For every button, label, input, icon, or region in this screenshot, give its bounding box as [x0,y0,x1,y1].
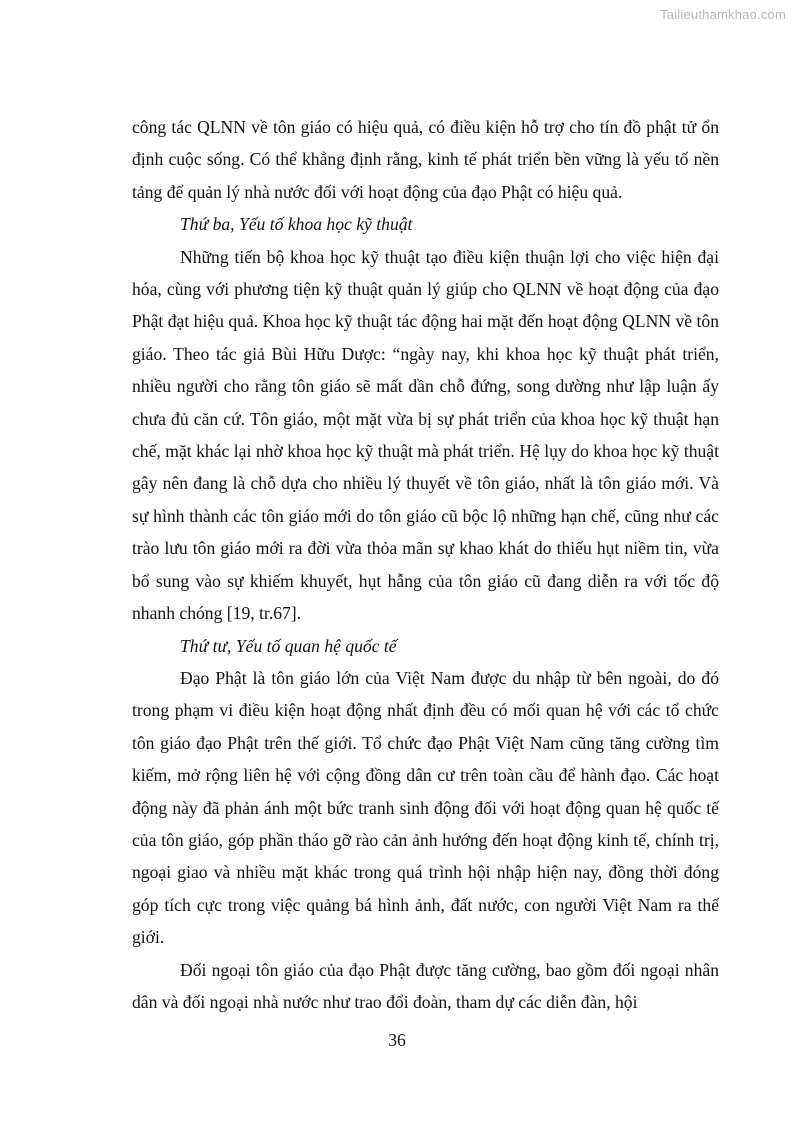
paragraph-international-relations: Đạo Phật là tôn giáo lớn của Việt Nam được du nhập từ bên ngoài, do đó trong phạm vi điều kiện hoạt động nhất định đều có mối quan hệ với các tổ chức tôn giáo đạo Phật trên thế giới. Tổ chức đạo Phật Việt Nam cũng tăng cường tìm kiếm, mở rộng liên hệ với cộng đồng dân cư trên toàn cầu để hành đạo. Các hoạt động này đã phản ánh một bức tranh sinh động đối với hoạt động quan hệ quốc tế của tôn giáo, góp phần tháo gỡ rào cản ảnh hướng đến hoạt động kinh tế, chính trị, ngoại giao và nhiều mặt khác trong quá trình hội nhập hiện nay, đồng thời đóng góp tích cực trong việc quảng bá hình ảnh, đất nước, con người Việt Nam ra thế giới. [132,667,719,948]
watermark-text: Tailieuthamkhao.com [660,7,786,22]
section-heading-international-relations: Thứ tư, Yếu tố quan hệ quốc tế [180,635,397,656]
paragraph-science-technology: Những tiến bộ khoa học kỹ thuật tạo điều kiện thuận lợi cho việc hiện đại hóa, cùng với phương tiện kỹ thuật quản lý giúp cho QLNN về hoạt động của đạo Phật đạt hiệu quả. Khoa học kỹ thuật tác động hai mặt đến hoạt động QLNN về tôn giáo. Theo tác giả Bùi Hữu Dược: “ngày nay, khi khoa học kỹ thuật phát triển, nhiều người cho rằng tôn giáo sẽ mất dần chỗ đứng, song dường như lập luận ấy chưa đủ căn cứ. Tôn giáo, một mặt vừa bị sự phát triển của khoa học kỹ thuật hạn chế, mặt khác lại nhờ khoa học kỹ thuật mà phát triển. Hệ lụy do khoa học kỹ thuật gây nên đang là chỗ dựa cho nhiều lý thuyết về tôn giáo, nhất là tôn giáo mới. Và sự hình thành các tôn giáo mới do tôn giáo cũ bộc lộ những hạn chế, cũng như các trào lưu tôn giáo mới ra đời vừa thỏa mãn sự khao khát do thiếu hụt niềm tin, vừa bổ sung vào sự khiếm khuyết, hụt hẫng của tôn giáo cũ đang diễn ra với tốc độ nhanh chóng [19, tr.67]. [132,246,719,624]
document-body [132,111,719,1018]
section-heading-science-technology: Thứ ba, Yếu tố khoa học kỹ thuật [180,214,413,235]
paragraph-economy-conclusion: công tác QLNN về tôn giáo có hiệu quả, có điều kiện hỗ trợ cho tín đồ phật tử ổn định cuộc sống. Có thể khẳng định rằng, kinh tế phát triển bền vững là yếu tố nền tảng để quản lý nhà nước đối với hoạt động của đạo Phật có hiệu quả. [132,117,719,202]
page-number: 36 [388,1030,406,1050]
paragraph-religious-diplomacy: Đối ngoại tôn giáo của đạo Phật được tăng cường, bao gồm đối ngoại nhân dân và đối ngoại nhà nước như trao đổi đoàn, tham dự các diễn đàn, hội [132,959,719,1012]
